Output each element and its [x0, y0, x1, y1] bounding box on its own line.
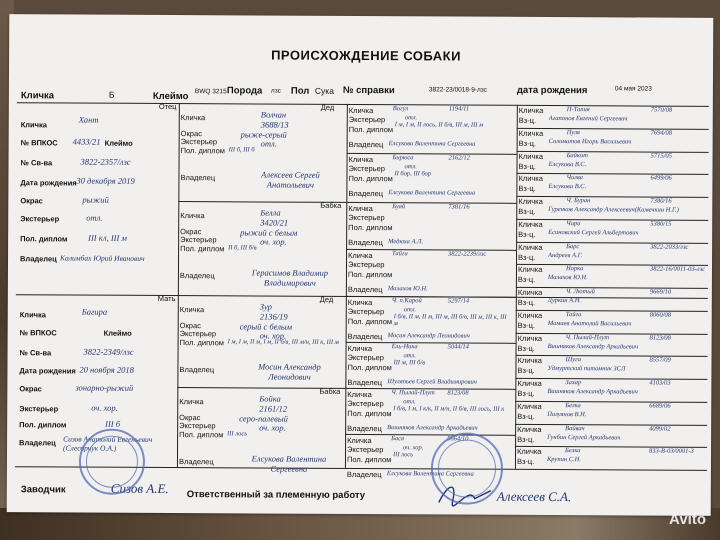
g3-diplom-label: Пол. диплом — [347, 408, 392, 419]
g2-diplom: III лось — [227, 430, 248, 438]
g3-number: 2162/12 — [448, 154, 470, 162]
g3-owner: Елсукова Валентина Сергеевна — [388, 140, 476, 148]
g3-owner-label: Владелец — [346, 469, 382, 480]
father-sva-label: № Св-ва — [20, 158, 53, 168]
g2-diplom-label: Пол. диплом — [179, 338, 224, 348]
g3-owner-label: Владелец — [348, 139, 384, 150]
g2-diplom: I м, I м, II м, I м, II б/в, III м/н, III к, III м — [227, 338, 339, 346]
g4-number: 3822-2033/лзс — [650, 243, 689, 251]
resp-signature: Алексеев С.А. — [496, 488, 572, 505]
g3-ext-label: Экстерьер — [348, 212, 385, 223]
g4-number: 7570/08 — [650, 106, 673, 114]
g3-owner: Мосин Александр Леонидович — [387, 332, 470, 340]
g4-owner: Гуренков Александр Алексеевич(Камечкин Н.Г.) — [548, 205, 680, 214]
header-pol-label: Пол — [290, 85, 310, 97]
mother-okras-label: Окрас — [19, 384, 42, 394]
g4-name-label: Кличка — [518, 196, 543, 206]
g4-vzc-label: Вз-ц. — [518, 138, 536, 148]
g3-diplom — [394, 219, 512, 220]
g4-name-label: Кличка — [517, 447, 542, 457]
g4-owner: Елсукова В.С. — [548, 160, 587, 168]
g2-role-label: Бабка — [319, 386, 341, 396]
g4-row-divider — [516, 219, 708, 221]
g4-row-divider — [516, 310, 708, 312]
g3-number: 8123/08 — [447, 389, 469, 397]
g4-name-label: Кличка — [517, 265, 543, 275]
g4-vzc-label: Вз-ц. — [518, 161, 536, 171]
father-name-label: Кличка — [20, 120, 47, 130]
mother-okras: зонарно-рыжий — [75, 382, 134, 393]
g3-owner: Медюха А.Л. — [388, 238, 424, 246]
g3-name: Вогул — [392, 105, 409, 113]
g2-okras-label: Окрас — [180, 227, 202, 237]
g3-number: 5297/14 — [447, 297, 470, 305]
g2-owner-label: Владелец — [178, 457, 214, 467]
g4-owner: Гунбин Сергей Аркадьевич — [547, 433, 621, 441]
g4-name-label: Кличка — [517, 333, 543, 343]
header-spravka-label: № справки — [342, 84, 395, 97]
g2-owner: Елсукова Валентина Сергеевна — [251, 453, 327, 474]
g3-owner-label: Владелец — [347, 377, 383, 388]
g2-owner: Алексеев Сергей Анатольевич — [261, 169, 320, 190]
g4-name-label: Кличка — [517, 378, 542, 388]
g2-okras-label: Окрас — [180, 129, 202, 139]
g4-owner: Елсукова В.С. — [548, 183, 587, 191]
g3-number: 5044/14 — [447, 343, 469, 351]
g4-row-divider — [517, 150, 709, 152]
g4-name-label: Кличка — [517, 356, 542, 366]
g4-name-label: Кличка — [517, 401, 542, 411]
g4-row-divider — [517, 128, 709, 130]
g4-owner: Агапонов Евгений Сергеевич — [548, 114, 628, 123]
g2-number: 3688/13 — [260, 119, 289, 130]
mother-birth-label: Дата рождения — [19, 366, 76, 376]
father-birth-label: Дата рождения — [20, 178, 77, 188]
g4-owner: Мамаев Анатолий Васильевич — [547, 319, 632, 328]
g4-number: 3822-16/0011-03-лзс — [649, 265, 706, 274]
stamp-right — [431, 432, 503, 504]
mother-birth: 20 ноября 2018 — [79, 364, 134, 375]
g4-number: 4103/03 — [649, 379, 671, 387]
g3-diplom: I б/в, I м, I к/к, II м/н, II б/в, III лось, III к — [393, 405, 505, 413]
header-klichka-value: Б — [108, 89, 115, 100]
g3-name-label: Кличка — [348, 154, 374, 165]
g4-name: Белка — [565, 401, 581, 409]
g2-okras-label: Окрас — [179, 413, 201, 423]
g4-name-label: Кличка — [518, 128, 544, 138]
g3-ext: отл. — [404, 114, 418, 122]
g4-name-label: Кличка — [518, 105, 544, 115]
g3-name: Ч. Пылай-Плут — [391, 389, 435, 397]
g4-row-divider — [515, 423, 707, 425]
father-okras-label: Окрас — [20, 196, 43, 206]
g4-name: Чара — [566, 219, 581, 227]
g4-name: Барс — [566, 242, 580, 250]
g2-role-label: Дед — [319, 294, 334, 304]
g2-ext: оч. хор. — [260, 236, 287, 247]
g2-okras: серо-палевый — [239, 413, 288, 424]
g4-vzc-label: Вз-ц. — [517, 343, 535, 353]
g2-ext: оч. хор. — [259, 330, 287, 341]
g2-owner-label: Владелец — [179, 271, 215, 281]
mother-diplom: III б — [105, 418, 121, 429]
header-birth-value: 04 мая 2023 — [614, 85, 652, 93]
father-birth: 30 декабря 2019 — [76, 175, 135, 186]
g3-name: Ель-Ника — [391, 343, 418, 351]
header-kleimo-value: BWQ 3215 — [194, 88, 227, 96]
g2-diplom-label: Пол. диплом — [180, 244, 225, 254]
g4-name-label: Кличка — [517, 310, 543, 320]
mother-owner: Сизов Анатолий Евгеньевич (Слесорчук О.А.) — [63, 434, 153, 453]
g4-name: Ч. Пылай-Плут — [565, 333, 610, 341]
g4-owner: Андреев А.Г. — [548, 251, 583, 259]
g4-number: 7380/16 — [650, 197, 672, 205]
g2-name-label: Кличка — [179, 397, 204, 407]
g4-number: 7694/08 — [650, 129, 673, 137]
father-owner: Калимбах Юрий Иванович — [60, 253, 145, 263]
g4-vzc-label: Вз-ц. — [518, 252, 536, 262]
g2-name: Зур — [259, 301, 272, 312]
g4-row-divider — [516, 355, 708, 357]
header-birth-label: дата рождения — [516, 84, 588, 97]
resp-label: Ответственный за племенную работу — [186, 489, 366, 502]
g2-ext: отл. — [260, 138, 277, 149]
g3-ext-label: Экстерьер — [347, 306, 385, 317]
g3-name-label: Кличка — [347, 297, 373, 308]
header-poroda-value: лзс — [270, 87, 281, 95]
mother-name: Багира — [81, 306, 108, 317]
g4-number: 8123/08 — [649, 334, 671, 342]
g2-ext-label: Экстерьер — [180, 235, 217, 245]
document-title: ПРОИСХОЖДЕНИЕ СОБАКИ — [271, 47, 461, 64]
g3-owner-label: Владелец — [347, 423, 382, 434]
g4-name: Байкит — [566, 151, 588, 159]
g3-diplom-label: Пол. диплом — [347, 316, 393, 327]
g2-name-label: Кличка — [179, 305, 205, 315]
g4-vzc-label: Вз-ц. — [518, 229, 536, 239]
g2-role-label: Бабка — [320, 200, 342, 210]
mother-vkpos-label: № ВПКОС — [19, 328, 57, 338]
header-pol-value: Сука — [314, 85, 334, 96]
g3-ext: отл. — [403, 398, 416, 406]
g4-vzc-label: Вз-ц. — [518, 206, 536, 216]
header-poroda-label: Порода — [226, 85, 263, 97]
zavodchik-signature: Сизов А.Е. — [110, 480, 169, 497]
g3-diplom-label: Пол. диплом — [347, 269, 393, 280]
g4-name: Белка — [565, 447, 581, 455]
father-owner-label: Владелец — [20, 254, 57, 264]
g4-name: Норка — [565, 265, 584, 273]
g3-ext-label: Экстерьер — [348, 163, 385, 174]
g3-name-label: Кличка — [347, 389, 372, 400]
g2-diplom: III б, III б — [228, 146, 255, 154]
mother-diplom-label: Пол. диплом — [19, 420, 67, 430]
g3-ext-label: Экстерьер — [347, 352, 384, 363]
g4-name-label: Кличка — [518, 151, 544, 161]
g2-number: 3420/21 — [260, 217, 289, 228]
g4-number: 9669/10 — [649, 288, 672, 296]
g4-name: Ч. Буран — [566, 197, 591, 205]
mother-sva-label: № Св-ва — [19, 348, 52, 358]
g3-owner: Елсукова Валентина Сергеевна — [388, 189, 476, 197]
mother-owner-label: Владелец — [19, 438, 56, 448]
g4-vzc-label: Вз-ц. — [517, 297, 536, 307]
g2-okras: серый с белым — [239, 321, 293, 332]
father-vkpos: 4433/21 — [72, 136, 101, 147]
g4-row-divider — [516, 196, 708, 198]
g3-name: Буяй — [392, 203, 406, 211]
g4-name-label: Кличка — [517, 287, 543, 297]
mother-name-label: Кличка — [19, 310, 46, 320]
g4-owner: Есиновский Сергей Альбертович — [548, 228, 639, 237]
mother-ext: оч. хор. — [91, 402, 118, 413]
g2-diplom-label: Пол. диплом — [180, 146, 225, 156]
father-sva: 3822-2357/лзс — [80, 156, 131, 167]
g3-name: Бирюса — [392, 154, 414, 162]
father-ext-label: Экстерьер — [20, 214, 60, 224]
g3-owner: Шуляпьев Сергей Владимирович — [387, 378, 477, 386]
g4-number: 833-В-03/0001-3 — [649, 447, 694, 456]
g4-owner: Малахов Ю.Н. — [547, 274, 588, 282]
g3-diplom: I б/в, II м, II м, III м, III б/в, III м, III к, III м — [393, 313, 507, 328]
g3-ext-label: Экстерьер — [347, 444, 384, 455]
father-name: Хант — [78, 114, 99, 125]
g3-diplom-label: Пол. диплом — [348, 222, 393, 233]
g3-diplom: I м, I м, II лось, II б/в, III м, III м — [394, 121, 484, 129]
g2-ext: оч. хор. — [259, 422, 286, 433]
g3-owner: Елсукова Валентина Сергеевна — [386, 470, 474, 478]
g2-name: Белла — [260, 207, 281, 218]
g2-name-label: Кличка — [180, 211, 205, 221]
g2-ext-label: Экстерьер — [180, 137, 218, 147]
g3-name: Бася — [391, 435, 405, 443]
g3-owner-label: Владелец — [348, 237, 383, 248]
g4-row-divider — [516, 287, 708, 289]
g4-owner: Вишняков Александр Аркадьевич — [547, 387, 638, 396]
g3-ext: отл. — [403, 306, 417, 314]
g2-okras: рыжий с белым — [240, 227, 298, 238]
g4-number: 5715/05 — [650, 152, 672, 160]
father-diplom: III кл, III м — [88, 232, 127, 243]
g3-diplom: III лось — [392, 451, 414, 459]
g2-number: 2161/12 — [259, 403, 288, 414]
g4-name: Тайга — [565, 310, 582, 318]
g4-name-label: Кличка — [518, 242, 543, 252]
father-diplom-label: Пол. диплом — [20, 234, 68, 244]
g2-owner-label: Владелец — [179, 365, 215, 375]
g2-ext-label: Экстерьер — [179, 329, 217, 339]
g3-name-label: Кличка — [347, 435, 372, 446]
avito-watermark: Avito — [669, 511, 706, 528]
g3-ext-label: Экстерьер — [347, 259, 385, 270]
otec-label: Отец — [158, 101, 177, 112]
g4-number: 6689/06 — [649, 402, 671, 410]
g4-name: Захар — [565, 379, 582, 387]
g2-owner-label: Владелец — [180, 173, 216, 183]
g3-ext: оч. хор. — [403, 444, 424, 452]
g3-name-label: Кличка — [348, 105, 374, 116]
stamp-left — [79, 429, 145, 495]
father-ext: отл. — [86, 212, 103, 223]
g3-name: Тайга — [392, 250, 408, 258]
zavodchik-label: Заводчик — [20, 484, 66, 496]
g3-diplom — [394, 266, 512, 267]
g2-diplom-label: Пол. диплом — [179, 430, 224, 440]
g4-number: 4099/02 — [649, 425, 671, 433]
g4-name: Шуга — [565, 356, 581, 364]
pedigree-document — [7, 14, 714, 516]
g2-name-label: Кличка — [180, 113, 206, 123]
header-spravka-value: 3822-23/0018-9-лзс — [428, 86, 487, 94]
g4-vzc-label: Вз-ц. — [518, 184, 536, 194]
g3-name-label: Кличка — [347, 343, 373, 354]
g3-name: Ч. п.Карой — [391, 297, 422, 305]
g2-owner: Герасимов Владимир Владимирович — [251, 267, 329, 288]
g4-name-label: Кличка — [518, 174, 543, 184]
g3-diplom: II бор, III бор — [394, 170, 432, 178]
father-okras: рыжий — [82, 194, 109, 205]
g4-name: Пуля — [566, 128, 580, 136]
g4-row-divider — [516, 173, 708, 175]
g4-row-divider — [515, 401, 707, 403]
g4-name-label: Кличка — [518, 219, 543, 229]
g4-owner: Вишняков Александр Аркадьевич — [547, 342, 639, 350]
g4-number: 8557/09 — [649, 356, 671, 364]
g2-diplom: II б, III б/в — [228, 244, 257, 252]
g4-owner: Крупин С.Н. — [546, 456, 582, 464]
g3-owner-label: Владелец — [347, 331, 383, 342]
g2-role-label: Дед — [320, 102, 335, 112]
g4-row-divider — [516, 332, 708, 334]
g4-owner: Соломатов Игорь Васильевич — [548, 137, 632, 146]
g3-number: 3822-2239/лзс — [448, 250, 487, 258]
g2-okras: рыже-серый — [240, 129, 287, 140]
g4-number: 5380/15 — [650, 220, 672, 228]
g3-number: 5664/10 — [447, 435, 469, 443]
g4-owner: Дуркин А.Н. — [547, 296, 582, 305]
g3-ext-label: Экстерьер — [347, 398, 384, 409]
g2-name: Бойка — [259, 393, 281, 404]
g3-owner-label: Владелец — [348, 188, 384, 199]
g3-diplom-label: Пол. диплом — [347, 362, 392, 373]
g4-vzc-label: Вз-ц. — [517, 411, 535, 421]
g3-number: 7381/16 — [448, 203, 470, 211]
g3-name-label: Кличка — [348, 250, 373, 261]
header-klichka-label: Кличка — [20, 90, 55, 102]
g4-name: Вайвач — [565, 424, 585, 432]
g3-diplom: III м, III б/в — [393, 359, 426, 367]
mother-ext-label: Экстерьер — [19, 404, 59, 414]
g4-vzc-label: Вз-ц. — [516, 457, 535, 467]
g2-okras-label: Окрас — [179, 321, 201, 331]
g4-row-divider — [515, 378, 707, 380]
g4-name: Ч. Лютый — [565, 288, 595, 296]
g4-number: 6499/06 — [650, 174, 672, 182]
g3-owner: Малахов Ю.Н. — [387, 285, 428, 293]
g4-vzc-label: Вз-ц. — [517, 275, 536, 285]
g2-owner: Мосин Александр Леонидович — [258, 361, 321, 382]
g4-owner: Удмуртский питомник ЗСЛ — [547, 365, 626, 373]
header-kleimo-label: Клеймо — [152, 90, 189, 103]
g3-name-label: Кличка — [348, 203, 373, 214]
g4-vzc-label: Вз-ц. — [517, 388, 535, 398]
g3-diplom-label: Пол. диплом — [348, 124, 394, 135]
g4-vzc-label: Вз-ц. — [517, 320, 536, 330]
g4-owner: Полуянов В.Н. — [547, 410, 587, 418]
g4-name-label: Кличка — [517, 424, 542, 434]
g3-owner: Вишняков Александр Аркадьевич — [387, 424, 478, 432]
g4-vzc-label: Вз-ц. — [517, 366, 535, 376]
mother-sva: 3822-2349/лзс — [83, 346, 134, 357]
g4-vzc-label: Вз-ц. — [517, 434, 535, 444]
g4-number: 8060/08 — [649, 311, 672, 319]
g3-ext-label: Экстерьер — [348, 114, 386, 125]
father-kleimo-label: Клеймо — [104, 138, 133, 148]
g2-name: Волчан — [260, 109, 287, 120]
g4-name: Чолва — [566, 174, 583, 182]
g3-owner-label: Владелец — [347, 284, 383, 295]
father-vkpos-label: № ВПКОС — [20, 138, 58, 148]
mat-label: Мать — [157, 293, 176, 304]
g4-name: П-Тапия — [566, 106, 590, 114]
g2-ext-label: Экстерьер — [179, 421, 216, 431]
g2-number: 2136/19 — [259, 311, 288, 322]
mother-kleimo-label: Клеймо — [103, 328, 132, 338]
g3-diplom-label: Пол. диплом — [348, 173, 393, 184]
g3-ext: отл. — [403, 352, 416, 360]
g3-ext: отл. — [404, 163, 417, 171]
g4-vzc-label: Вз-ц. — [518, 115, 537, 125]
g3-number: 1194/11 — [448, 105, 470, 113]
g3-diplom-label: Пол. диплом — [346, 454, 392, 465]
